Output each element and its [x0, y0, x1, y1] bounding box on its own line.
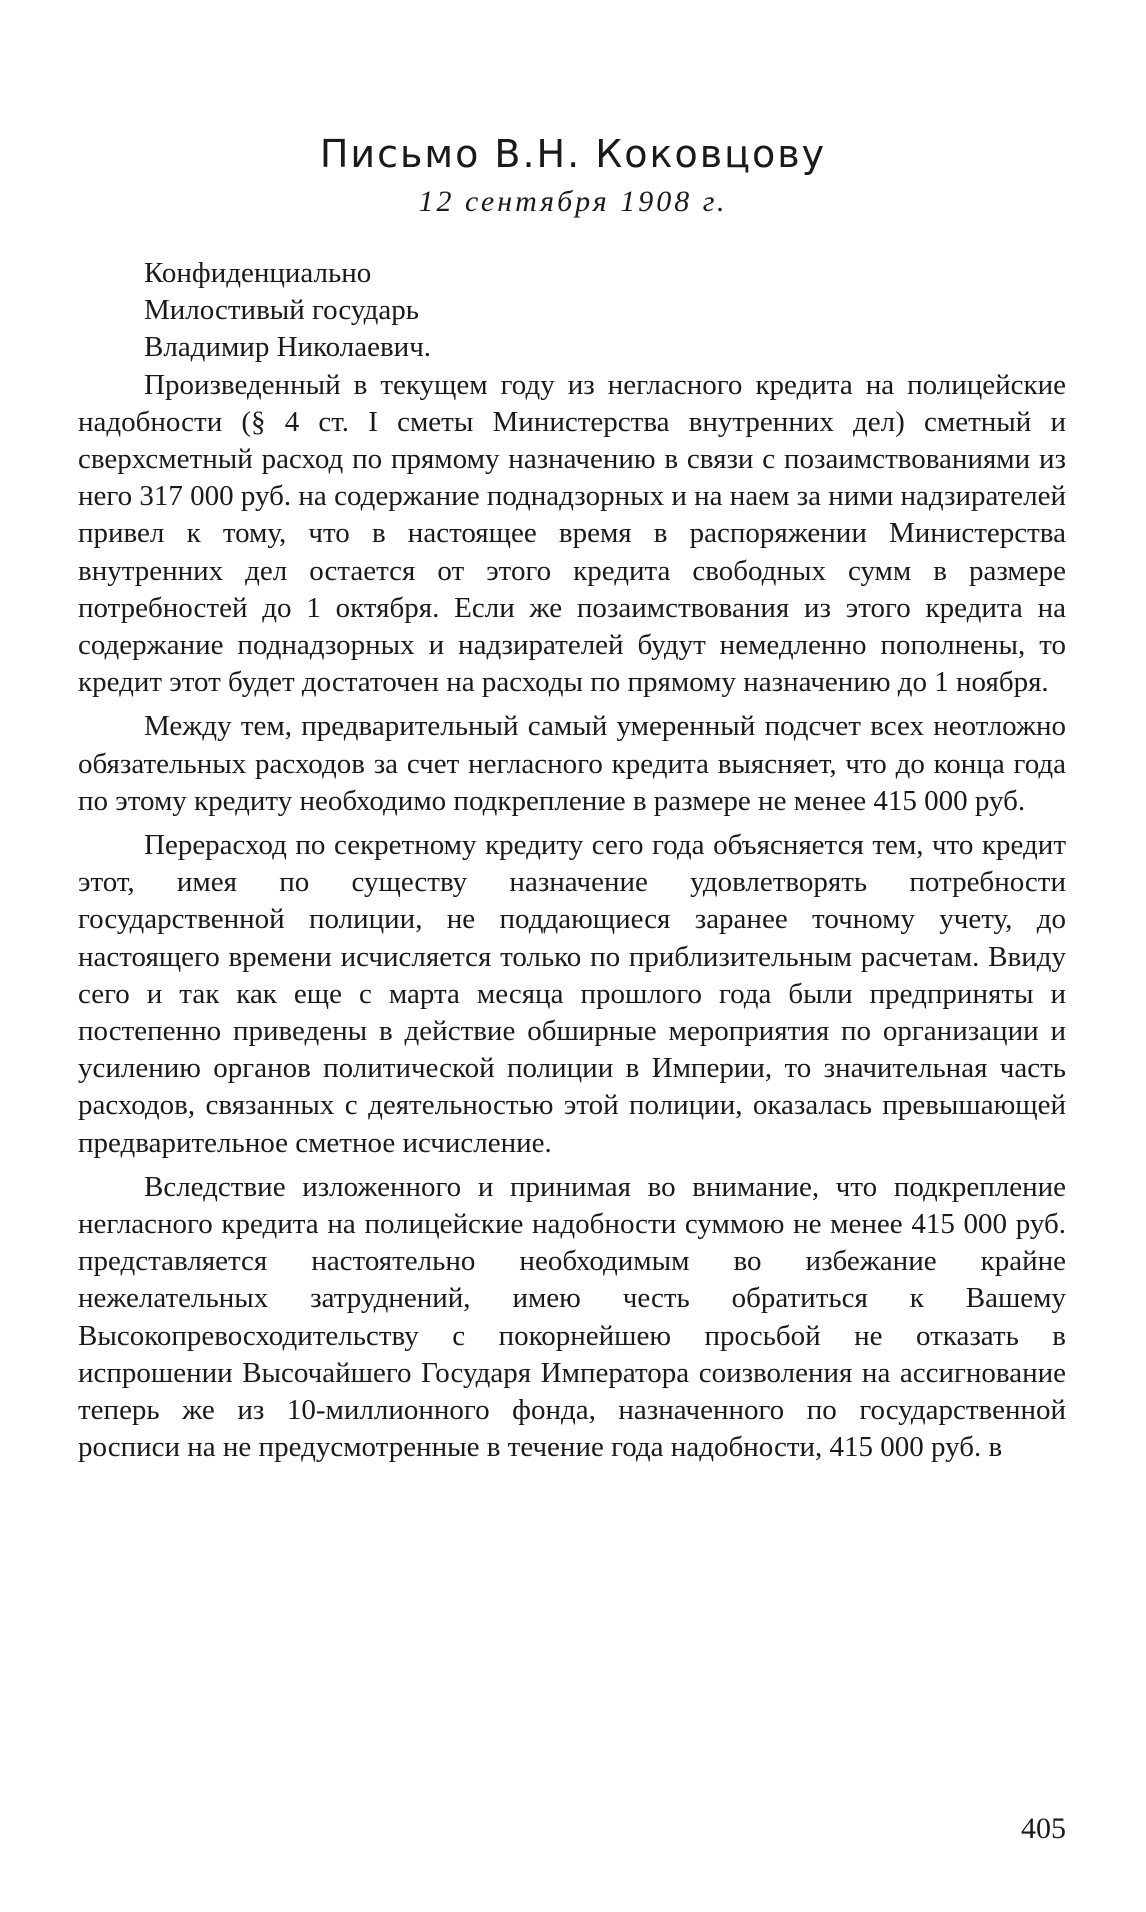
paragraph: Произведенный в текущем году из негласного кредита на полицейские надобности (§ 4 ст. I сметы Министерства внутренних дел) сметный и сверхсметный расход по прямому назначению в связи с позаимствованиями из него 317 000 руб. на содержание поднадзорных и на наем за ними надзирателей привел к тому, что в настоящее время в распоряжении Министерства внутренних дел остается от этого кредита свободных сумм в размере потребностей до 1 октября. Если же позаимствования из этого кредита на содержание поднадзорных и надзирателей будут немедленно пополнены, то кредит этот будет достаточен на расходы по прямому назначению до 1 ноября.	[78, 368, 1066, 699]
letter-body	[78, 255, 1066, 1467]
confidential-mark: Конфиденциально	[144, 257, 372, 289]
page-number: 405	[1021, 1812, 1066, 1845]
paragraph: Перерасход по секретному кредиту сего года объясняется тем, что кредит этот, имея по существу назначение удовлетворять потребности государственной полиции, не поддающиеся заранее точному учету, до настоящего времени исчисляется только по приблизительным расчетам. Ввиду сего и так как еще с марта месяца прошлого года были предприняты и постепенно приведены в действие обширные мероприятия по организации и усилению органов политической полиции в Империи, то значительная часть расходов, связанных с деятельностью этой полиции, оказалась превышающей предварительное сметное исчисление.	[78, 829, 1066, 1159]
salutation-line: Милостивый государь	[144, 294, 419, 327]
addressee-name: Владимир Николаевич.	[144, 331, 432, 364]
paragraph: Вследствие изложенного и принимая во внимание, что подкрепление негласного кредита на полицейские надобности суммою не менее 415 000 руб. представляется настоятельно необходимым во избежание крайне нежелательных затруднений, имею честь обратиться к Вашему Высокопревосходительству с покорнейшею просьбой не отказать в испрошении Высочайшего Государя Императора соизволения на ассигнование теперь же из 10-миллионного фонда, назначенного по государственной росписи на не предусмотренные в течение года надобности, 415 000 руб. в	[78, 1170, 1066, 1464]
letter-title: Письмо В.Н. Коковцову	[319, 132, 827, 176]
letter-date: 12 сентября 1908 г.	[418, 185, 728, 218]
paragraph: Между тем, предварительный самый умеренный подсчет всех неотложно обязательных расходов за счет негласного кредита выясняет, что до конца года по этому кредиту необходимо подкрепление в размере не менее 415 000 руб.	[78, 710, 1066, 817]
